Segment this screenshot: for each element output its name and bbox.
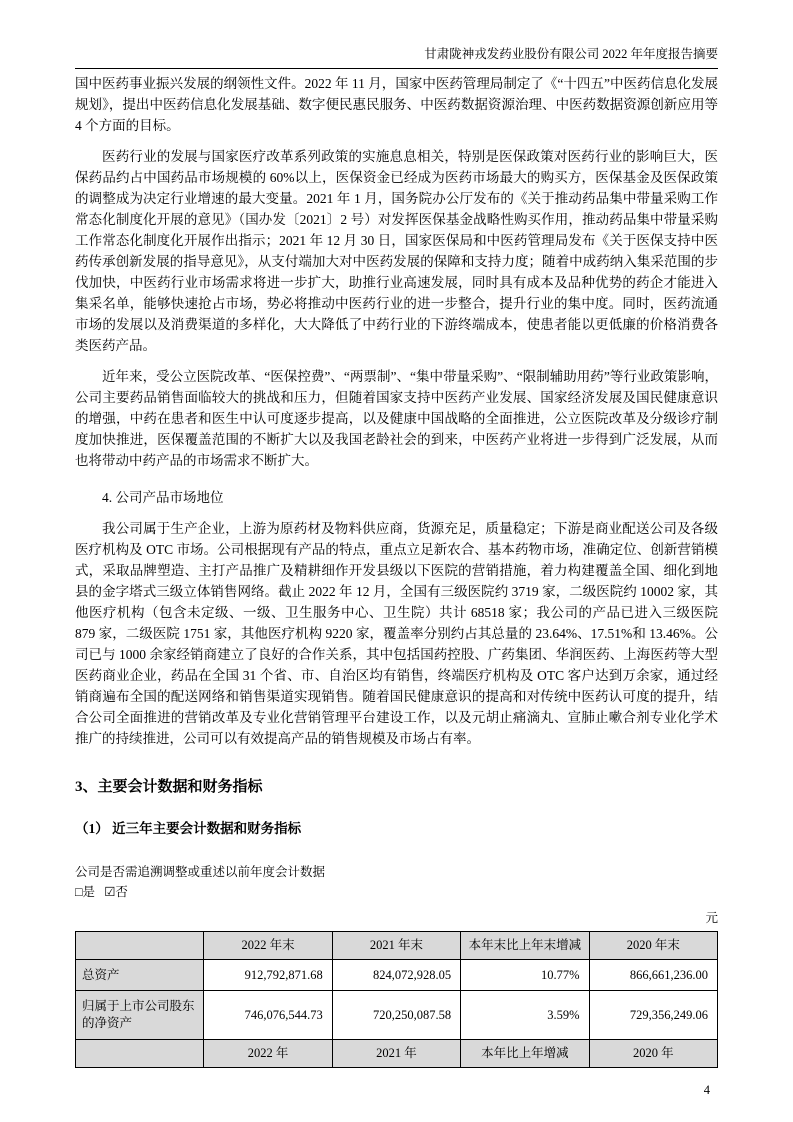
table-header-cell-2020-year-end: 2020 年末: [589, 932, 717, 960]
table-row-total-assets: [76, 960, 718, 991]
report-header-title: 甘肃陇神戎发药业股份有限公司 2022 年年度报告摘要: [75, 46, 718, 69]
paragraph-company-products: 我公司属于生产企业，上游为原药材及物料供应商，货源充足，质量稳定；下游是商业配送公司及各级医疗机构及 OTC 市场。公司根据现有产品的特点，重点立足新农合、基本药物市场，准确定位、创新营销模式，采取品牌塑造、主打产品推广及精耕细作开发县级以下医院的营销措施，着力构建覆盖全国、细化到地县的金字塔式三级立体销售网络。截止 2022 年 12 月，全国有三级医院约 3719 家，二级医院约 10002 家，其他医疗机构（包含未定级、一级、卫生服务中心、卫生院）共计 68518 家；我公司的产品已进入三级医院 879 家，二级医院 1751 家，其他医疗机构 9220 家，覆盖率分别约占其总量的 23.64%、17.51%和 13.46%。公司已与 1000 余家经销商建立了良好的合作关系，其中包括国药控股、广药集团、华润医药、上海医药等大型医药商业企业，药品在全国 31 个省、市、自治区均有销售，终端医疗机构及 OTC 客户达到万余家，通过经销商遍布全国的配送网络和销售渠道实现销售。随着国民健康意识的提高和对传统中医药认可度的提升，结合公司全面推进的营销改革及专业化营销管理平台建设工作，以及元胡止痛滴丸、宣肺止嗽合剂专业化学术推广的持续推进，公司可以有效提高产品的销售规模及市场占有率。: [75, 521, 718, 746]
checkbox-yes: □是: [75, 885, 96, 899]
table-row-net-assets: [76, 991, 718, 1040]
financial-data-table: [75, 931, 718, 1068]
net-assets-2020: 729,356,249.06: [589, 991, 717, 1040]
paragraph-industry-policy: 医药行业的发展与国家医疗改革系列政策的实施息息相关，特别是医保政策对医药行业的影响巨大，医保药品约占中国药品市场规模的 60%以上，医保资金已经成为医药市场最大的购买方，医保基金及医保政策的调整成为决定行业增速的最大变量。2021 年 1 月，国务院办公厅发布的《关于推动药品集中带量采购工作常态化制度化开展的意见》（国办发〔2021〕2 号）对发挥医保基金战略性购买作用，推动药品集中带量采购工作常态化制度化开展作出指示；2021 年 12 月 30 日，国家医保局和中医药管理局发布《关于医保支持中医药传承创新发展的指导意见》，从支付端加大对中医药发展的保障和支持力度；随着中成药纳入集采范围的步伐加快，中医药行业市场需求将进一步扩大，助推行业高速发展，同时具有成本及品种优势的药企才能进入集采名单，能够快速抢占市场，势必将推动中医药行业的进一步整合，提升行业的集中度。同时，医药流通市场的发展以及消费渠道的多样化，大大降低了中药行业的下游终端成本，使患者能以更低廉的价格消费各类医药产品。: [75, 149, 718, 353]
total-assets-2022: 912,792,871.68: [204, 960, 332, 991]
net-assets-2021: 720,250,087.58: [332, 991, 460, 1040]
table-subheader-cell-yoy-change: 本年比上年增减: [461, 1040, 589, 1068]
page-header: [75, 0, 718, 69]
heading-product-market-position: 4. 公司产品市场地位: [102, 490, 224, 505]
table-header-cell-2022-year-end: 2022 年末: [204, 932, 332, 960]
table-header-cell-blank: [76, 932, 204, 960]
subsection-title-three-year-data: （1） 近三年主要会计数据和财务指标: [75, 821, 302, 836]
table-subheader-cell-blank: [76, 1040, 204, 1068]
checkbox-no-checked: ☑否: [104, 885, 128, 899]
net-assets-2022: 746,076,544.73: [204, 991, 332, 1040]
section-title-financial-indicators: 3、主要会计数据和财务指标: [75, 779, 263, 795]
table-subheader-cell-2020: 2020 年: [589, 1040, 717, 1068]
restatement-answer: [75, 883, 718, 901]
page-number: 4: [703, 1083, 710, 1097]
total-assets-2021: 824,072,928.05: [332, 960, 460, 991]
net-assets-change: 3.59%: [461, 991, 589, 1040]
table-subheader-row: [76, 1040, 718, 1068]
row-label-total-assets: 总资产: [76, 960, 204, 991]
table-subheader-cell-2022: 2022 年: [204, 1040, 332, 1068]
paragraph-recent-years: 近年来，受公立医院改革、“医保控费”、“两票制”、“集中带量采购”、“限制辅助用药”等行业政策影响，公司主要药品销售面临较大的挑战和压力，但随着国家支持中医药产业发展、国家经济发展及国民健康意识的增强，中药在患者和医生中认可度逐步提高，以及健康中国战略的全面推进，公立医院改革及分级诊疗制度加快推进，医保覆盖范围的不断扩大以及我国老龄社会的到来，中医药产业将进一步得到广泛发展，从而也将带动中药产品的市场需求不断扩大。: [75, 369, 718, 468]
restatement-question: 公司是否需追溯调整或重述以前年度会计数据: [75, 865, 326, 879]
currency-unit-label: 元: [705, 911, 718, 925]
total-assets-2020: 866,661,236.00: [589, 960, 717, 991]
total-assets-change: 10.77%: [461, 960, 589, 991]
table-header-cell-2021-year-end: 2021 年末: [332, 932, 460, 960]
paragraph-continuation: 国中医药事业振兴发展的纲领性文件。2022 年 11 月，国家中医药管理局制定了《“十四五”中医药信息化发展规划》，提出中医药信息化发展基础、数字便民惠民服务、中医药数据资源治理、中医药数据资源创新应用等 4 个方面的目标。: [75, 76, 718, 133]
table-subheader-cell-2021: 2021 年: [332, 1040, 460, 1068]
row-label-net-assets: 归属于上市公司股东的净资产: [76, 991, 204, 1040]
table-header-cell-yoy-change: 本年末比上年末增减: [461, 932, 589, 960]
table-header-row: [76, 932, 718, 960]
